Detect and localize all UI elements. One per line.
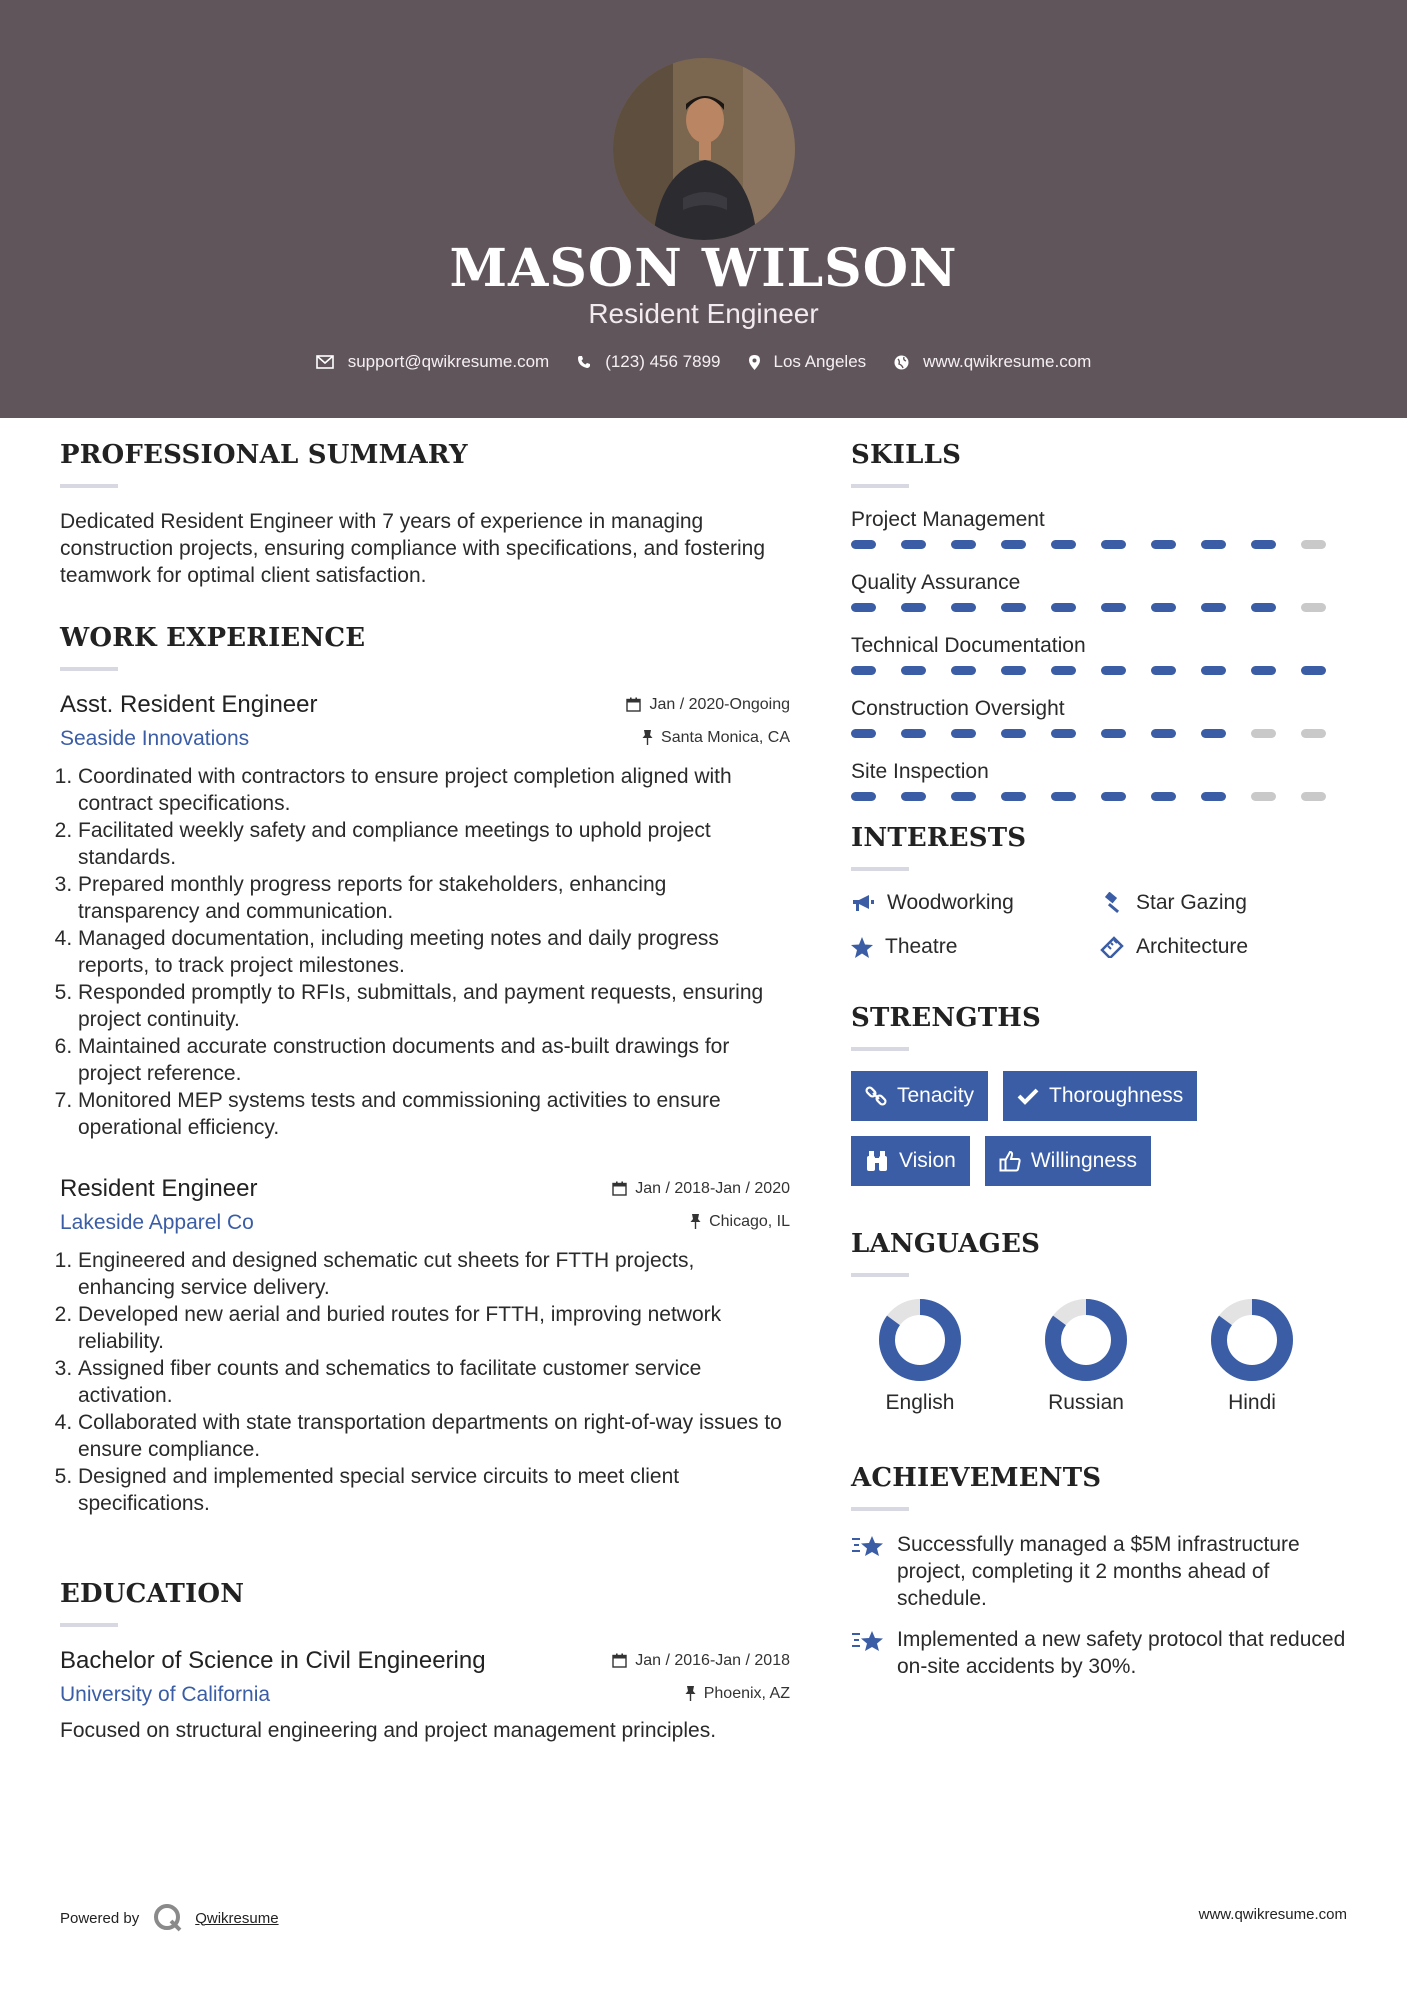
job-location-text: Santa Monica, CA [661,728,790,746]
envelope-icon [316,355,334,369]
strength-label: Thoroughness [1049,1084,1184,1107]
interests-list [851,891,1351,959]
skill-dot-empty [1251,729,1276,738]
skill-dot-filled [851,540,876,549]
skill-dot-filled [1101,729,1126,738]
candidate-title: Resident Engineer [588,298,819,329]
list-item: 3. Prepared monthly progress reports for stakeholders, enhancing transparency and communication. [78,871,790,925]
heading-underline [60,667,118,671]
achievements-section [851,1463,1351,1680]
company-name: Seaside Innovations [60,727,250,750]
calendar-icon [626,697,641,712]
job-location [690,1213,790,1231]
achievements-heading: ACHIEVEMENTS [851,1463,1102,1493]
languages-heading: LANGUAGES [851,1229,1041,1259]
skill-dot-filled [851,729,876,738]
interest-label: Theatre [885,935,958,958]
footer-powered-by [60,1903,279,1933]
summary-text: Dedicated Resident Engineer with 7 years of experience in managing construction projects, ensuring compliance with specifications, and fostering teamwork for optimal client satisfaction. [60,510,766,587]
skill-dot-filled [1201,540,1226,549]
skill-name: Site Inspection [851,760,989,783]
skill-dot-filled [851,603,876,612]
skill-name: Technical Documentation [851,634,1086,657]
skill-rating [851,792,1351,801]
skill-dot-empty [1301,729,1326,738]
job-title: Resident Engineer [60,1175,258,1202]
candidate-name: MASON WILSON [449,238,958,299]
skill-dot-filled [1251,540,1276,549]
skill-dot-filled [901,792,926,801]
contact-website[interactable] [894,352,1091,372]
skill-dot-filled [1101,792,1126,801]
strengths-section [851,1003,1351,1201]
heading-underline [851,1047,909,1051]
job-dates-text: Jan / 2020-Ongoing [649,695,790,713]
skill-dot-empty [1251,792,1276,801]
education-heading: EDUCATION [60,1579,245,1609]
achievement-item [851,1626,1351,1680]
list-item: 2. Facilitated weekly safety and compliance meetings to uphold project standards. [78,817,790,871]
strengths-list [851,1071,1271,1201]
summary-heading: PROFESSIONAL SUMMARY [60,440,468,470]
education-location-text: Phoenix, AZ [703,1684,790,1702]
education-location [685,1685,790,1703]
education-section [60,1579,790,1744]
job-dates [626,696,790,714]
skill-dot-filled [951,729,976,738]
profile-photo [613,58,795,240]
language-item [837,1297,1003,1415]
megaphone-icon [851,893,875,913]
globe-icon [894,355,909,370]
binoculars-icon [865,1150,889,1172]
achievement-text: Implemented a new safety protocol that reduced on-site accidents by 30%. [897,1628,1346,1678]
skills-heading: SKILLS [851,440,962,470]
degree-title: Bachelor of Science in Civil Engineering [60,1647,486,1674]
skill-dot-filled [1151,792,1176,801]
contact-phone[interactable] [577,352,720,372]
language-proficiency-ring [877,1297,963,1383]
skill-dot-filled [1151,540,1176,549]
education-description: Focused on structural engineering and project management principles. [60,1719,717,1742]
skill-dot-filled [1051,729,1076,738]
job-bullets [60,1247,790,1517]
skill-rating [851,729,1351,738]
skill-name: Construction Oversight [851,697,1065,720]
contact-website-text: www.qwikresume.com [923,352,1092,371]
skill-name: Quality Assurance [851,571,1021,594]
skill-dot-empty [1301,792,1326,801]
list-item: 4. Managed documentation, including meeting notes and daily progress reports, to track project milestones. [78,925,790,979]
star-icon [851,937,873,958]
language-item [1169,1297,1335,1415]
skill-dot-filled [951,792,976,801]
strength-label: Tenacity [897,1084,975,1107]
heading-underline [60,1623,118,1627]
language-proficiency-ring [1043,1297,1129,1383]
interest-item [851,891,1100,915]
strength-badge [1003,1071,1197,1121]
heading-underline [851,1507,909,1511]
skills-list [851,508,1351,801]
languages-section [851,1229,1351,1415]
skill-dot-filled [1251,603,1276,612]
list-item: 1. Engineered and designed schematic cut sheets for FTTH projects, enhancing service delivery. [78,1247,790,1301]
school-name: University of California [60,1683,271,1706]
skill-dot-filled [1201,666,1226,675]
list-item: 4. Collaborated with state transportation departments on right-of-way issues to ensure compliance. [78,1409,790,1463]
job-title: Asst. Resident Engineer [60,691,318,718]
skill-dot-filled [1101,540,1126,549]
skill-dot-filled [1101,603,1126,612]
experience-section [60,623,790,1517]
skill-dot-filled [901,666,926,675]
powered-by-text: Powered by [60,1909,140,1927]
job-entry [60,691,790,1141]
skill-dot-filled [1201,603,1226,612]
list-item: 5. Designed and implemented special service circuits to meet client specifications. [78,1463,790,1517]
map-marker-icon [749,355,760,370]
shooting-star-icon [851,1628,885,1656]
list-item: 1. Coordinated with contractors to ensure project completion aligned with contract specifications. [78,763,790,817]
skill-rating [851,603,1351,612]
skill-dot-filled [901,540,926,549]
skill-dot-filled [1101,666,1126,675]
contact-email-text: support@qwikresume.com [347,352,550,371]
skill-dot-filled [1051,603,1076,612]
link-icon [865,1085,887,1107]
achievement-text: Successfully managed a $5M infrastructure project, completing it 2 months ahead of schedule. [897,1533,1300,1610]
contact-location-text: Los Angeles [773,352,867,371]
languages-list [851,1297,1351,1415]
strength-label: Vision [899,1149,956,1172]
contact-email[interactable] [316,352,550,372]
heading-underline [60,484,118,488]
calendar-icon [612,1653,627,1668]
interests-section [851,823,1351,959]
calendar-icon [612,1181,627,1196]
list-item: 7. Monitored MEP systems tests and commissioning activities to ensure operational efficiency. [78,1087,790,1141]
strength-badge [851,1071,988,1121]
contact-bar [0,352,1407,372]
skill-dot-filled [1001,792,1026,801]
footer-website[interactable]: www.qwikresume.com [1198,1906,1347,1923]
skill-dot-filled [1051,540,1076,549]
skill-rating [851,540,1351,549]
contact-phone-text: (123) 456 7899 [605,352,721,371]
summary-section [60,440,790,589]
education-dates-text: Jan / 2016-Jan / 2018 [635,1651,790,1669]
ruler-icon [1100,936,1124,958]
resume-header [0,0,1407,418]
interests-heading: INTERESTS [851,823,1027,853]
skill-dot-filled [1001,540,1026,549]
interest-item [1100,891,1330,915]
job-entry [60,1175,790,1517]
skill-dot-empty [1301,603,1326,612]
job-location [642,729,790,747]
list-item: 5. Responded promptly to RFIs, submittals, and payment requests, ensuring project continuity. [78,979,790,1033]
list-item: 6. Maintained accurate construction documents and as-built drawings for project reference. [78,1033,790,1087]
heading-underline [851,484,909,488]
skill-dot-filled [1151,666,1176,675]
company-name: Lakeside Apparel Co [60,1211,254,1234]
skill-dot-filled [1251,666,1276,675]
skill-dot-empty [1301,540,1326,549]
skill-dot-filled [1201,792,1226,801]
skill-dot-filled [951,666,976,675]
heading-underline [851,1273,909,1277]
skills-section [851,440,1351,801]
interest-item [851,935,1100,959]
skill-dot-filled [901,729,926,738]
thumbs-up-icon [999,1150,1021,1172]
strengths-heading: STRENGTHS [851,1003,1042,1033]
qwikresume-logo-icon [153,1903,183,1933]
left-column [60,440,790,1744]
list-item: 2. Developed new aerial and buried routes for FTTH, improving network reliability. [78,1301,790,1355]
job-bullets [60,763,790,1141]
heading-underline [851,867,909,871]
list-item: 3. Assigned fiber counts and schematics to facilitate customer service activation. [78,1355,790,1409]
interest-label: Star Gazing [1136,891,1247,914]
job-dates [612,1180,790,1198]
skill-dot-filled [851,666,876,675]
skill-name: Project Management [851,508,1045,531]
gavel-icon [1100,892,1124,914]
interest-label: Architecture [1136,935,1249,958]
language-name: Hindi [1228,1391,1276,1414]
right-column [851,440,1351,1694]
skill-dot-filled [1001,603,1026,612]
experience-heading: WORK EXPERIENCE [60,623,366,653]
brand-link[interactable]: Qwikresume [195,1909,279,1927]
strength-badge [851,1136,970,1186]
phone-icon [577,355,591,369]
contact-location [749,352,867,372]
skill-dot-filled [951,603,976,612]
education-dates [612,1652,790,1670]
pushpin-icon [690,1214,701,1229]
pushpin-icon [642,730,653,745]
strength-badge [985,1136,1151,1186]
shooting-star-icon [851,1533,885,1561]
strength-label: Willingness [1030,1149,1138,1172]
skill-dot-filled [901,603,926,612]
skill-dot-filled [1151,603,1176,612]
skill-dot-filled [1051,666,1076,675]
pushpin-icon [685,1686,696,1701]
skill-dot-filled [1201,729,1226,738]
skill-dot-filled [1151,729,1176,738]
job-location-text: Chicago, IL [709,1212,790,1230]
job-dates-text: Jan / 2018-Jan / 2020 [635,1179,790,1197]
skill-dot-filled [1051,792,1076,801]
skill-dot-filled [1301,666,1326,675]
achievement-item [851,1531,1351,1612]
skill-rating [851,666,1351,675]
skill-dot-filled [1001,666,1026,675]
skill-dot-filled [1001,729,1026,738]
skill-dot-filled [951,540,976,549]
skill-dot-filled [851,792,876,801]
person-photo-icon [613,58,795,240]
language-name: Russian [1048,1391,1124,1414]
language-item [1003,1297,1169,1415]
interest-item [1100,935,1330,959]
language-proficiency-ring [1209,1297,1295,1383]
check-icon [1017,1087,1039,1105]
language-name: English [885,1391,955,1414]
interest-label: Woodworking [887,891,1014,914]
